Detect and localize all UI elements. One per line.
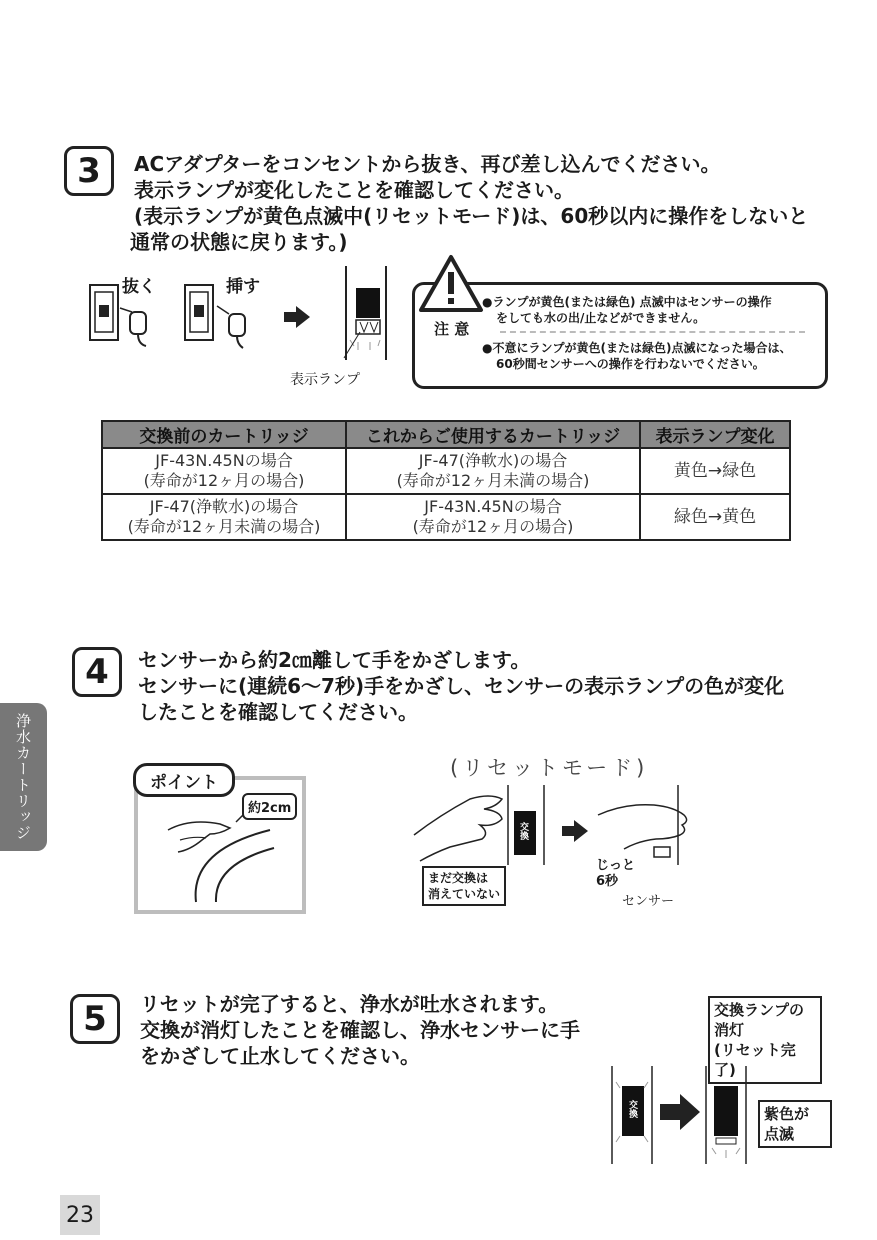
- caution-line-2a: ●不意にランプが黄色(または緑色)点滅になった場合は、: [482, 341, 792, 355]
- warning-icon: [418, 254, 484, 314]
- table-cell: JF-47(浄軟水)の場合 (寿命が12ヶ月未満の場合): [346, 448, 640, 494]
- step-3-line-1: ACアダプターをコンセントから抜き、再び差し込んでください。: [134, 152, 721, 176]
- sensor-label: センサー: [622, 894, 675, 909]
- distance-label: 約2cm: [242, 793, 297, 820]
- table-cell: JF-43N.45Nの場合 (寿命が12ヶ月の場合): [346, 494, 640, 540]
- table-cell: 黄色→緑色: [640, 448, 790, 494]
- reset-mode-label: (リセットモード): [450, 756, 649, 780]
- plug-label: 挿す: [226, 277, 260, 297]
- lamp-off-callout: 交換ランプの 消灯 (リセット完了): [708, 996, 822, 1084]
- lamp-off-illustration: [702, 1066, 752, 1166]
- purple-flash-callout: 紫色が 点滅: [758, 1100, 832, 1148]
- header-previous-cartridge: 交換前のカートリッジ: [102, 421, 346, 448]
- arrow-right-icon: [284, 306, 310, 328]
- caution-divider: [500, 331, 805, 333]
- wait-label: じっと 6秒: [596, 858, 636, 889]
- lamp-char-exchange-5: 交換: [627, 1100, 637, 1118]
- caution-line-1a: ●ランプが黄色(または緑色) 点滅中はセンサーの操作: [482, 295, 772, 309]
- table-cell: JF-47(浄軟水)の場合 (寿命が12ヶ月未満の場合): [102, 494, 346, 540]
- step-4-line-1: センサーから約2㎝離して手をかざします。: [138, 648, 531, 672]
- display-lamp-label: 表示ランプ: [290, 372, 360, 388]
- arrow-right-icon: [660, 1094, 700, 1130]
- step-5-line-1: リセットが完了すると、浄水が吐水されます。: [140, 992, 559, 1016]
- unplug-label: 抜く: [122, 277, 156, 297]
- display-lamp-illustration: [330, 262, 400, 372]
- table-cell: 緑色→黄色: [640, 494, 790, 540]
- table-header-row: [102, 421, 790, 448]
- table-row: [102, 494, 790, 540]
- side-tab-water-cartridge: 浄水カートリッジ: [0, 703, 47, 851]
- hand-holding-sensor-illustration: [594, 785, 704, 865]
- header-lamp-change: 表示ランプ変化: [640, 421, 790, 448]
- lamp-char-exchange: 交換: [518, 822, 528, 840]
- step-3-line-2: 表示ランプが変化したことを確認してください。: [134, 178, 574, 202]
- step-3-line-3: (表示ランプが黄色点滅中(リセットモード)は、60秒以内に操作をしないと: [134, 204, 809, 228]
- not-yet-off-callout: まだ交換は 消えていない: [422, 866, 506, 906]
- arrow-right-icon: [562, 820, 588, 842]
- caution-line-2b: 60秒間センサーへの操作を行わないでください。: [496, 357, 765, 371]
- step-3-number: 3: [64, 146, 114, 196]
- step-5-line-2: 交換が消灯したことを確認し、浄水センサーに手: [140, 1018, 580, 1042]
- step-5-number: 5: [70, 994, 120, 1044]
- point-label: ポイント: [133, 763, 235, 797]
- step-4-number: 4: [72, 647, 122, 697]
- table-row: [102, 448, 790, 494]
- caution-line-1b: をしても水の出/止などができません。: [496, 311, 706, 325]
- cartridge-table: [101, 420, 791, 541]
- caution-title: 注 意: [434, 320, 470, 338]
- page-number: 23: [60, 1195, 100, 1235]
- step-4-line-3: したことを確認してください。: [138, 700, 418, 724]
- header-next-cartridge: これからご使用するカートリッジ: [346, 421, 640, 448]
- step-3-line-4: 通常の状態に戻ります。): [130, 230, 348, 254]
- step-4-line-2: センサーに(連続6〜7秒)手をかざし、センサーの表示ランプの色が変化: [138, 674, 785, 698]
- hand-over-sensor-illustration: [410, 785, 560, 865]
- step-5-line-3: をかざして止水してください。: [140, 1044, 420, 1068]
- table-cell: JF-43N.45Nの場合 (寿命が12ヶ月の場合): [102, 448, 346, 494]
